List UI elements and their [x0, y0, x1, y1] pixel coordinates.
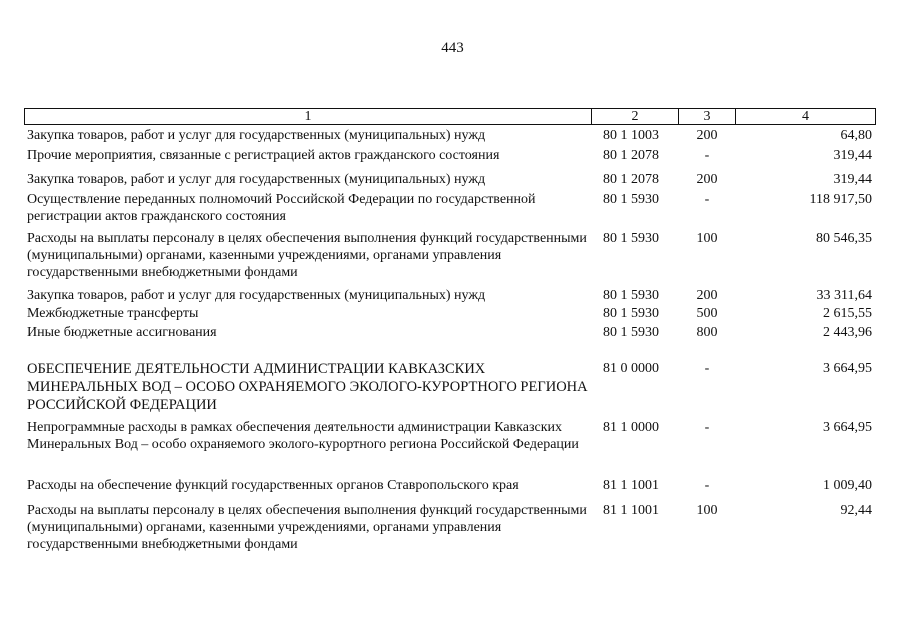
row-amount: 33 311,64 [816, 288, 872, 303]
row-amount: 3 664,95 [823, 361, 872, 376]
row-amount: 118 917,50 [809, 192, 872, 207]
row-amount: 2 615,55 [823, 306, 872, 321]
row-type: - [704, 478, 710, 493]
row-type: 100 [696, 231, 718, 246]
row-code: 81 1 1001 [603, 478, 659, 493]
row-code: 80 1 5930 [603, 231, 659, 246]
row-name: Осуществление переданных полномочий Российской Федерации по государственной регистрации актов гражданского состояния [27, 192, 536, 224]
row-amount: 1 009,40 [823, 478, 872, 493]
row-amount: 92,44 [840, 503, 872, 518]
row-amount: 64,80 [840, 128, 872, 143]
row-type: 500 [696, 306, 718, 321]
row-type: - [704, 192, 710, 207]
row-code: 80 1 2078 [603, 172, 659, 187]
row-type: 100 [696, 503, 718, 518]
row-amount: 319,44 [833, 172, 872, 187]
row-amount: 3 664,95 [823, 420, 872, 435]
column-header-2: 2 [631, 109, 639, 124]
row-code: 80 1 5930 [603, 325, 659, 340]
row-code: 80 1 5930 [603, 306, 659, 321]
row-name: Непрограммные расходы в рамках обеспечения деятельности администрации Кавказских Минеральных Вод – особо охраняемого эколого-курортного региона Российской Федерации [27, 420, 579, 452]
table-header [24, 108, 876, 125]
row-code: 81 0 0000 [603, 361, 659, 376]
row-amount: 319,44 [833, 148, 872, 163]
row-type: 800 [696, 325, 718, 340]
row-amount: 2 443,96 [823, 325, 872, 340]
row-code: 80 1 2078 [603, 148, 659, 163]
row-name: Прочие мероприятия, связанные с регистрацией актов гражданского состояния [27, 148, 500, 163]
row-type: - [704, 148, 710, 163]
row-name: Расходы на обеспечение функций государственных органов Ставропольского края [27, 478, 519, 493]
column-header-4: 4 [802, 109, 809, 124]
row-name: ОБЕСПЕЧЕНИЕ ДЕЯТЕЛЬНОСТИ АДМИНИСТРАЦИИ КАВКАЗСКИХ МИНЕРАЛЬНЫХ ВОД – ОСОБО ОХРАНЯЕМОГО ЭКОЛОГО-КУРОРТНОГО РЕГИОНА РОССИЙСКОЙ ФЕДЕРАЦИИ [27, 361, 588, 413]
row-name: Расходы на выплаты персоналу в целях обеспечения выполнения функций государственными (муниципальными) органами, казенными учреждениями, органами управления государственными внебюджетными фондами [27, 231, 587, 280]
row-type: 200 [696, 288, 718, 303]
row-name: Закупка товаров, работ и услуг для государственных (муниципальных) нужд [27, 128, 486, 143]
row-name: Закупка товаров, работ и услуг для государственных (муниципальных) нужд [27, 172, 486, 187]
row-code: 80 1 1003 [603, 128, 659, 143]
row-name: Закупка товаров, работ и услуг для государственных (муниципальных) нужд [27, 288, 486, 303]
row-type: - [704, 361, 710, 376]
row-type: - [704, 420, 710, 435]
row-code: 80 1 5930 [603, 192, 659, 207]
row-type: 200 [696, 128, 718, 143]
row-name: Иные бюджетные ассигнования [27, 325, 217, 340]
row-code: 80 1 5930 [603, 288, 659, 303]
row-code: 81 1 0000 [603, 420, 659, 435]
row-amount: 80 546,35 [816, 231, 872, 246]
row-code: 81 1 1001 [603, 503, 659, 518]
row-name: Расходы на выплаты персоналу в целях обеспечения выполнения функций государственными (муниципальными) органами, казенными учреждениями, органами управления государственными внебюджетными фондами [27, 503, 587, 552]
row-name: Межбюджетные трансферты [27, 306, 199, 321]
row-type: 200 [696, 172, 718, 187]
column-header-3: 3 [703, 109, 711, 124]
column-header-1: 1 [304, 109, 312, 124]
page-number: 443 [441, 40, 464, 56]
